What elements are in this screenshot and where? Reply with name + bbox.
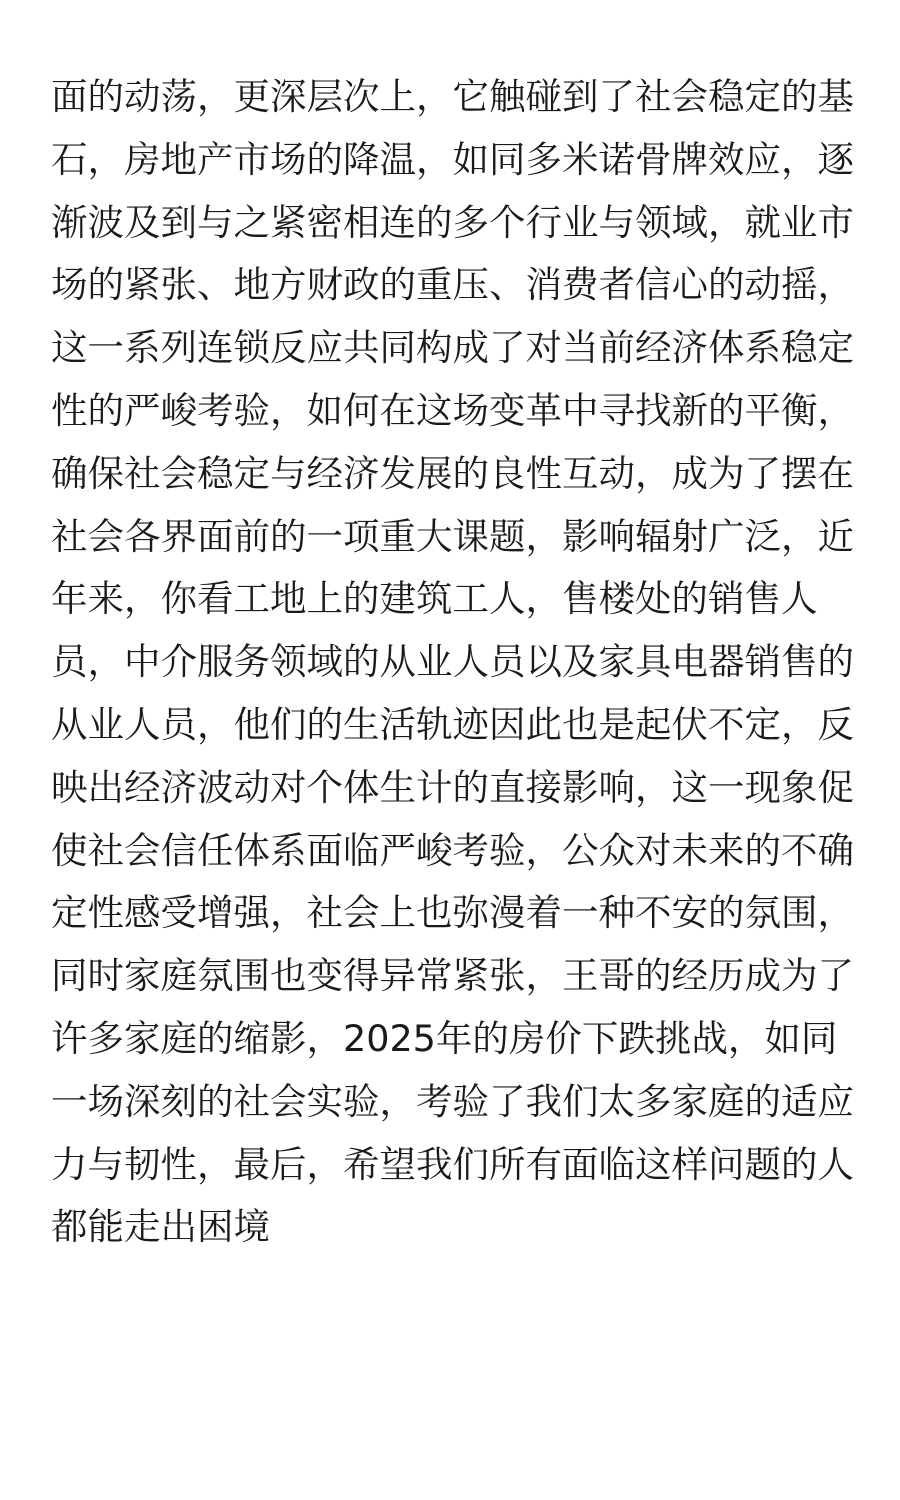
text-line: 年来，你看工地上的建筑工人，售楼处的销售人 [51,577,818,621]
text-line: 社会各界面前的一项重大课题，影响辐射广泛，近 [51,514,854,558]
text-line: 石，房地产市场的降温，如同多米诺骨牌效应，逐 [51,137,854,181]
text-line: 性的严峻考验，如何在这场变革中寻找新的平衡， [51,388,854,432]
text-line: 定性感受增强，社会上也弥漫着一种不安的氛围， [51,891,854,935]
text-line: 面的动荡，更深层次上，它触碰到了社会稳定的基 [51,75,854,118]
text-line: 确保社会稳定与经济发展的良性互动，成为了摆在 [51,451,854,495]
text-line: 同时家庭氛围也变得异常紧张，王哥的经历成为了 [51,954,854,998]
text-line: 渐波及到与之紧密相连的多个行业与领域，就业市 [51,200,854,244]
text-line: 从业人员，他们的生活轨迹因此也是起伏不定，反 [51,702,854,746]
text-line: 场的紧张、地方财政的重压、消费者信心的动摇， [51,263,854,307]
article-body [51,66,854,1259]
text-line: 一场深刻的社会实验，考验了我们太多家庭的适应 [51,1079,854,1123]
text-line: 这一系列连锁反应共同构成了对当前经济体系稳定 [51,326,854,370]
text-line: 使社会信任体系面临严峻考验，公众对未来的不确 [51,828,854,872]
text-line: 映出经济波动对个体生计的直接影响，这一现象促 [51,765,854,809]
text-line: 都能走出困境 [51,1205,270,1249]
text-line: 许多家庭的缩影，2025年的房价下跌挑战，如同 [51,1016,838,1060]
text-line: 力与韧性，最后，希望我们所有面临这样问题的人 [51,1142,854,1186]
text-line: 员，中介服务领域的从业人员以及家具电器销售的 [51,640,854,684]
